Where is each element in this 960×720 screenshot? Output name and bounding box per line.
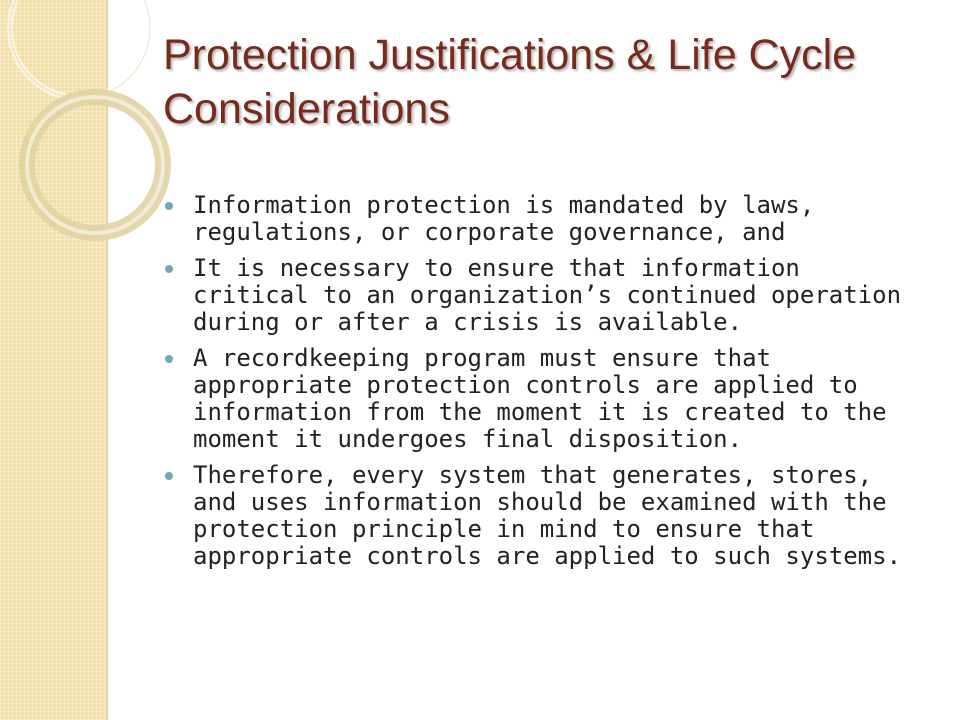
bullet-text: A recordkeeping program must ensure that appropriate protection controls are applied to information from the moment it is created to the moment it undergoes final disposition. <box>193 344 887 453</box>
bullet-dot-icon <box>165 265 173 273</box>
slide-title: Protection Justifications & Life Cycle Considerations <box>163 31 857 133</box>
bullet-text: Information protection is mandated by laws, regulations, or corporate governance, and <box>193 191 815 246</box>
bullet-item <box>165 345 925 453</box>
bullet-item <box>165 462 925 570</box>
bullet-text: It is necessary to ensure that information critical to an organization’s continued operation during or after a crisis is available. <box>193 254 902 336</box>
bullet-text: Therefore, every system that generates, stores, and uses information should be examined with the protection principle in mind to ensure that appropriate controls are applied to such systems. <box>193 461 902 570</box>
bullet-dot-icon <box>165 355 173 363</box>
bullet-dot-icon <box>165 472 173 480</box>
bullet-item <box>165 255 925 336</box>
bullet-dot-icon <box>165 202 173 210</box>
bullet-list <box>165 192 925 579</box>
bullet-item <box>165 192 925 246</box>
